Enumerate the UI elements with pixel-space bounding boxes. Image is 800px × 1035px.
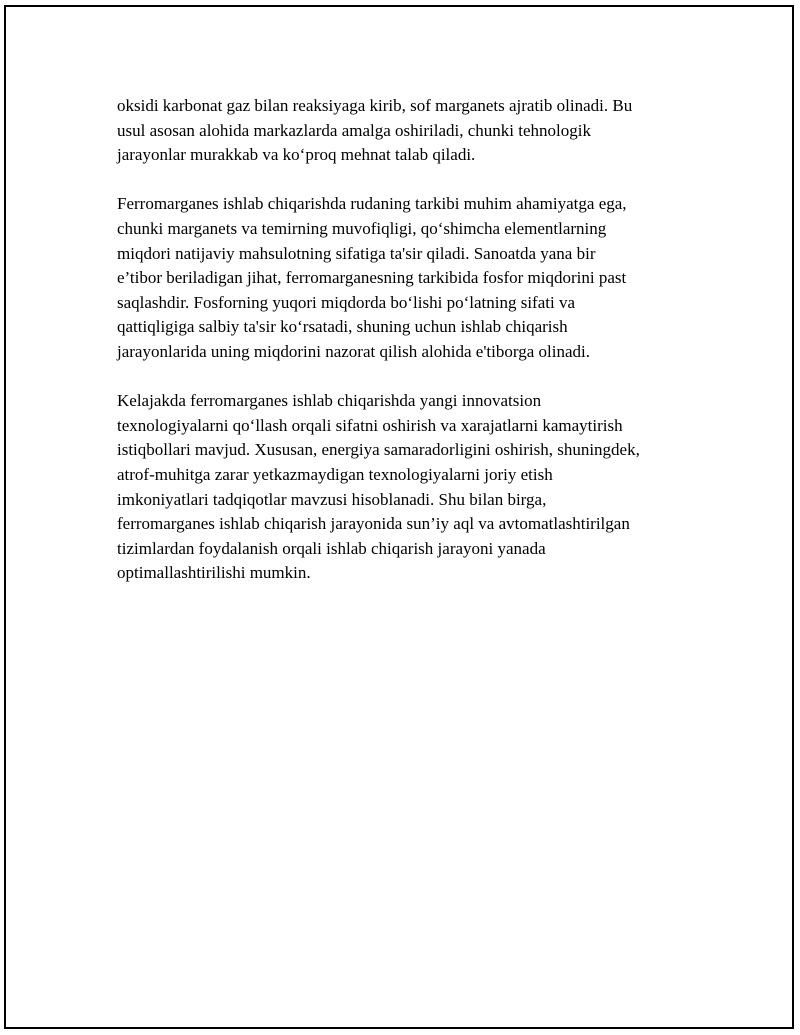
document-body: [117, 94, 697, 610]
paragraph-3: Kelajakda ferromarganes ishlab chiqarishda yangi innovatsion texnologiyalarni qo‘llash orqali sifatni oshirish va xarajatlarni kamaytirish istiqbollari mavjud. Xususan, energiya samaradorligini oshirish, shuningdek, atrof-muhitga zarar yetkazmaydigan texnologiyalarni joriy etish imkoniyatlari tadqiqotlar mavzusi hisoblanadi. Shu bilan birga, ferromarganes ishlab chiqarish jarayonida sun’iy aql va avtomatlashtirilgan tizimlardan foydalanish orqali ishlab chiqarish jarayoni yanada optimallashtirilishi mumkin.: [117, 391, 640, 583]
paragraph-1: oksidi karbonat gaz bilan reaksiyaga kirib, sof marganets ajratib olinadi. Bu usul asosan alohida markazlarda amalga oshiriladi, chunki tehnologik jarayonlar murakkab va ko‘proq mehnat talab qiladi.: [117, 96, 633, 165]
paragraph-2: Ferromarganes ishlab chiqarishda rudaning tarkibi muhim ahamiyatga ega, chunki marganets va temirning muvofiqligi, qo‘shimcha elementlarning miqdori natijaviy mahsulotning sifatiga ta'sir qiladi. Sanoatda yana bir e’tibor beriladigan jihat, ferromarganesning tarkibida fosfor miqdorini past saqlashdir. Fosforning yuqori miqdorda bo‘lishi po‘latning sifati va qattiqligiga salbiy ta'sir ko‘rsatadi, shuning uchun ishlab chiqarish jarayonlarida uning miqdorini nazorat qilish alohida e'tiborga olinadi.: [117, 194, 627, 361]
